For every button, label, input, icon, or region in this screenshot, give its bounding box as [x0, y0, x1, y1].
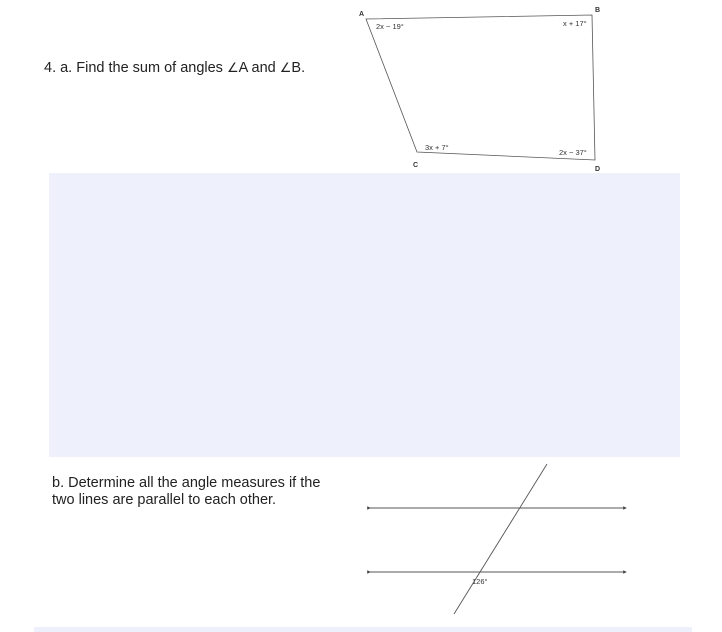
vertex-d-label: D [595, 166, 601, 173]
angle-symbol: ∠ [279, 61, 292, 76]
angle-symbol: ∠ [226, 61, 239, 76]
question-4a-prefix: 4. a. Find the sum of angles [44, 60, 227, 76]
answer-area-b[interactable] [34, 627, 692, 632]
vertex-a-label: A [359, 11, 365, 18]
vertex-c-label: C [413, 162, 419, 169]
vertex-b-label: B [595, 7, 601, 14]
given-angle-label: 126° [472, 577, 488, 586]
angle-b-name: B [291, 60, 302, 76]
question-4a-suffix: . [301, 60, 306, 76]
angle-d-expression: 2x − 37° [559, 148, 587, 157]
question-4a-connector: and [247, 60, 280, 76]
angle-a-expression: 2x − 19° [376, 22, 404, 31]
angle-b-expression: x + 17° [563, 19, 587, 28]
angle-c-expression: 3x + 7° [425, 143, 449, 152]
transversal-line [454, 464, 547, 614]
angle-a-name: A [238, 60, 248, 76]
question-4b-prompt: b. Determine all the angle measures if the two lines are parallel to each other. [52, 475, 321, 508]
